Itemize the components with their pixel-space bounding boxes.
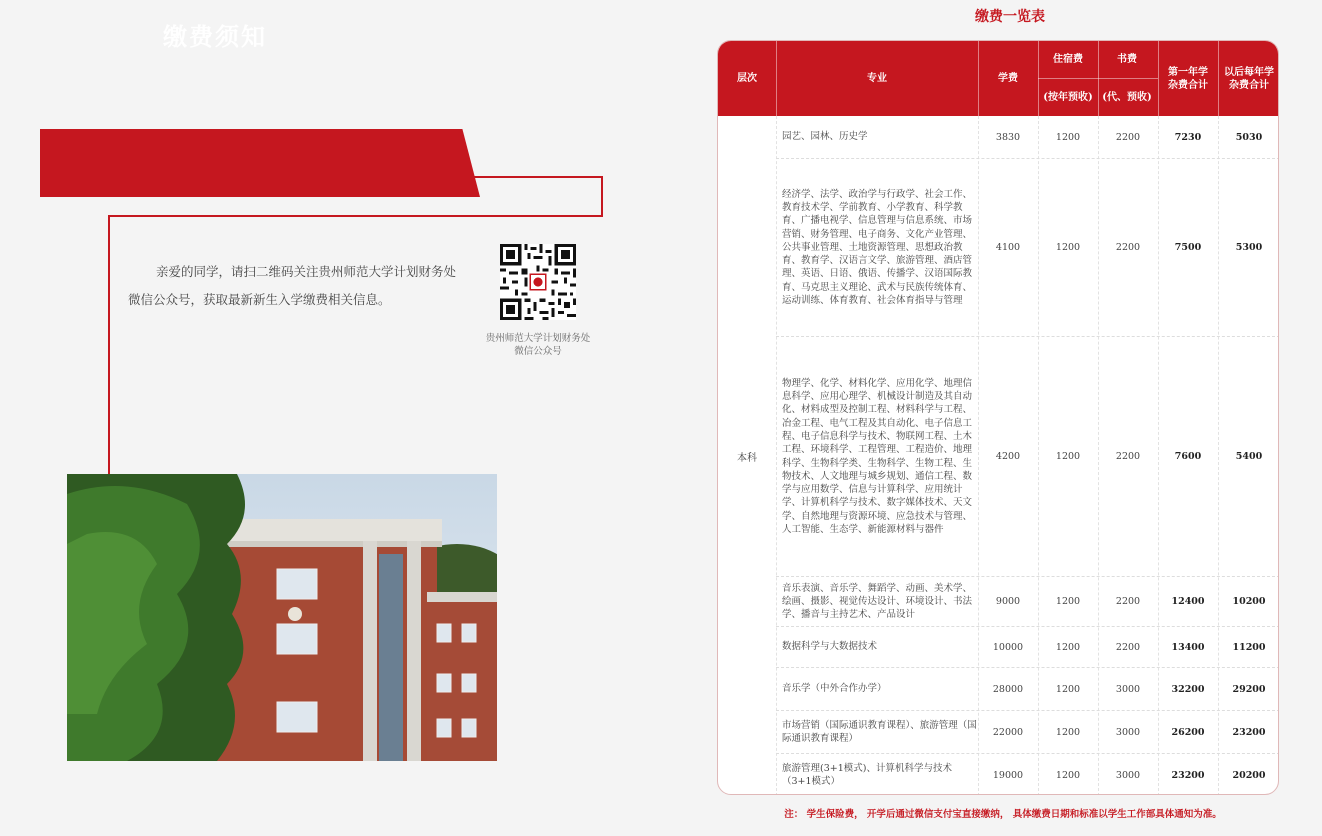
major-cell: 物理学、化学、材料化学、应用化学、地理信息科学、应用心理学、机械设计制造及其自动化、材料成型及控制工程、材料科学与工程、冶金工程、电气工程及其自动化、电子信息工程、电子信息科学与技术、物联网工程、土木工程、环境科学、工程管理、工程造价、地理科学、生物科学类、生物科学、生物工程、生物技术、人文地理与城乡规划、通信工程、数学与应用数学、信息与计算科学、应用统计学、计算机科学与技术、数字媒体技术、天文学、自然地理与资源环境、应急技术与管理、人工智能、生态学、新能源材料与器件 <box>782 377 973 535</box>
table-row <box>776 576 1279 626</box>
first-year-total-cell: 23200 <box>1171 769 1205 781</box>
later-years-total-cell: 29200 <box>1232 683 1266 695</box>
title-banner <box>40 129 480 197</box>
first-year-total-cell: 7600 <box>1174 451 1202 462</box>
tuition-cell: 9000 <box>995 596 1021 607</box>
table-row <box>776 626 1279 667</box>
header-divider <box>776 41 777 116</box>
books-cell: 2200 <box>1115 242 1141 253</box>
table-row <box>776 753 1279 795</box>
first-year-total-cell: 26200 <box>1171 726 1205 738</box>
frame-line <box>108 215 110 475</box>
intro-text: 亲爱的同学，请扫二维码关注贵州师范大学计划财务处微信公众号，获取最新新生入学缴费相关信息。 <box>128 264 457 307</box>
books-cell: 2200 <box>1115 131 1141 143</box>
major-cell: 旅游管理(3+1模式)、计算机科学与技术（3+1模式） <box>782 762 952 787</box>
lodging-cell: 1200 <box>1055 451 1081 462</box>
fee-table <box>717 40 1279 795</box>
header-tuition: 学费 <box>998 73 1018 84</box>
lodging-cell: 1200 <box>1055 683 1081 695</box>
first-year-total-cell: 32200 <box>1171 683 1205 695</box>
table-title: 缴费一览表 <box>975 9 1045 25</box>
lodging-cell: 1200 <box>1055 596 1081 607</box>
major-cell: 经济学、法学、政治学与行政学、社会工作、教育技术学、学前教育、小学教育、科学教育、广播电视学、信息管理与信息系统、市场营销、财务管理、电子商务、文化产业管理、公共事业管理、土地资源管理、思想政治教育、教育学、汉语言文学、旅游管理、酒店管理、英语、日语、俄语、传播学、汉语国际教育、马克思主义理论、武术与民族传统体育、运动训练、体育教育、社会体育指导与管理 <box>782 188 973 307</box>
first-year-total-cell: 7230 <box>1174 131 1202 143</box>
first-year-total-cell: 12400 <box>1171 596 1205 607</box>
frame-line <box>108 215 603 217</box>
header-lodging: 住宿费 <box>1053 53 1083 65</box>
books-cell: 3000 <box>1115 769 1141 781</box>
books-cell: 2200 <box>1115 641 1141 653</box>
books-cell: 3000 <box>1115 726 1141 738</box>
header-divider <box>1158 41 1159 116</box>
header-divider <box>978 41 979 116</box>
header-books-sub: (代、预收) <box>1102 91 1152 103</box>
level-cell: 本科 <box>737 452 757 464</box>
table-row <box>776 116 1279 158</box>
header-divider <box>1218 41 1219 116</box>
later-years-total-cell: 5030 <box>1235 131 1263 143</box>
lodging-cell: 1200 <box>1055 242 1081 253</box>
header-later-years: 以后每年学杂费合计 <box>1224 66 1274 91</box>
later-years-total-cell: 23200 <box>1232 726 1266 738</box>
header-books: 书费 <box>1117 53 1137 65</box>
books-cell: 2200 <box>1115 451 1141 462</box>
major-cell: 市场营销（国际通识教育课程）、旅游管理（国际通识教育课程） <box>782 719 977 744</box>
qr-code-icon[interactable] <box>500 244 576 320</box>
major-cell: 音乐表演、音乐学、舞蹈学、动画、美术学、绘画、摄影、视觉传达设计、环境设计、书法学、播音与主持艺术、产品设计 <box>782 582 973 621</box>
header-major: 专业 <box>867 73 887 84</box>
tuition-cell: 22000 <box>992 726 1024 738</box>
banner-title: 缴费须知 <box>163 21 267 51</box>
later-years-total-cell: 5300 <box>1235 242 1263 253</box>
table-row <box>776 336 1279 576</box>
books-cell: 2200 <box>1115 596 1141 607</box>
tuition-cell: 4100 <box>995 242 1021 253</box>
lodging-cell: 1200 <box>1055 726 1081 738</box>
tuition-cell: 28000 <box>992 683 1024 695</box>
frame-line <box>470 176 603 178</box>
major-cell: 园艺、园林、历史学 <box>782 131 868 143</box>
qr-caption <box>470 332 606 358</box>
lodging-cell: 1200 <box>1055 641 1081 653</box>
footnote: 注： 学生保险费， 开学后通过微信支付宝直接缴纳， 具体缴费日期和标准以学生工作部具体通知为准。 <box>784 809 1222 820</box>
frame-line <box>601 176 603 217</box>
tuition-cell: 10000 <box>992 641 1024 653</box>
table-header <box>718 41 1279 116</box>
tuition-cell: 4200 <box>995 451 1021 462</box>
qr-caption-line: 贵州师范大学计划财务处 <box>485 333 591 344</box>
tuition-cell: 19000 <box>992 769 1024 781</box>
later-years-total-cell: 11200 <box>1232 641 1266 653</box>
header-level: 层次 <box>737 73 757 84</box>
first-year-total-cell: 7500 <box>1174 242 1202 253</box>
major-cell: 数据科学与大数据技术 <box>782 641 878 653</box>
tuition-cell: 3830 <box>995 131 1021 143</box>
later-years-total-cell: 10200 <box>1232 596 1266 607</box>
major-cell: 音乐学（中外合作办学） <box>782 683 887 695</box>
table-row <box>776 710 1279 753</box>
table-row <box>776 158 1279 336</box>
header-first-year: 第一年学杂费合计 <box>1168 66 1208 91</box>
lodging-cell: 1200 <box>1055 769 1081 781</box>
books-cell: 3000 <box>1115 683 1141 695</box>
header-lodging-sub: (按年预收) <box>1043 91 1093 103</box>
header-divider <box>1038 78 1158 79</box>
table-row <box>776 667 1279 710</box>
qr-caption-line: 微信公众号 <box>514 346 562 357</box>
later-years-total-cell: 5400 <box>1235 451 1263 462</box>
campus-building-photo <box>67 474 497 761</box>
later-years-total-cell: 20200 <box>1232 769 1266 781</box>
first-year-total-cell: 13400 <box>1171 641 1205 653</box>
lodging-cell: 1200 <box>1055 131 1081 143</box>
